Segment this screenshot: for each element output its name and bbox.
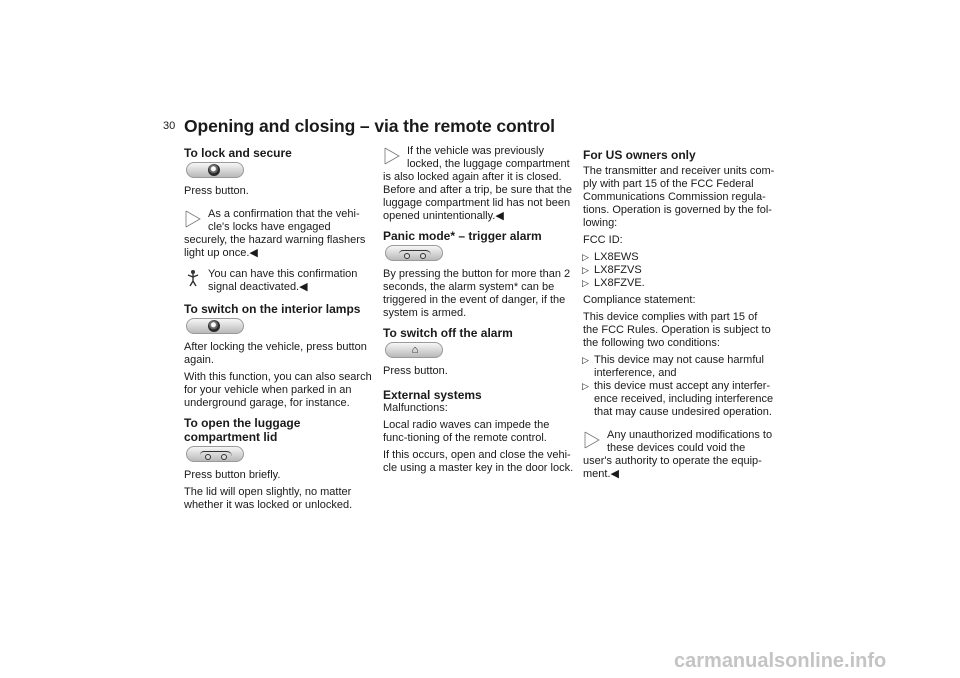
bmw-logo-icon (208, 164, 220, 176)
note-confirmation: As a confirmation that the vehi- cle's locks have engaged securely, the hazard warning flashers light up once.◀ (184, 208, 366, 259)
list-item: ▷ LX8EWS (583, 251, 775, 264)
heading-panic-mode: Panic mode* – trigger alarm (383, 229, 542, 243)
list-item: ▷ this device must accept any interfer-ence received, including interference that may cause undesired operation. (583, 380, 775, 419)
column-left (184, 146, 376, 516)
note-modifications: Any unauthorized modifications to these devices could void the user's authority to operate the equip-ment.◀ (583, 429, 773, 480)
column-middle (383, 146, 575, 479)
fcc-id-list (583, 251, 775, 290)
compliance-text: This device complies with part 15 of the FCC Rules. Operation is subject to the following two conditions: (583, 311, 771, 349)
heading-alarm-off: To switch off the alarm (383, 326, 513, 340)
note-arrow-icon (184, 210, 202, 228)
list-item: ▷ LX8FZVS (583, 264, 775, 277)
column-right (583, 146, 775, 487)
list-item: ▷ LX8FZVE. (583, 277, 775, 290)
note-arrow-icon (583, 431, 601, 449)
us-text: The transmitter and receiver units com-ply with part 15 of the FCC Federal Communications Commission regula-tions. Operation is governed by the fol-lowing: (583, 165, 775, 229)
note-arrow-icon (383, 147, 401, 165)
car-icon (200, 451, 232, 457)
lock-button-image (186, 162, 244, 178)
page-title: Opening and closing – via the remote control (184, 116, 555, 136)
interior-text-1: After locking the vehicle, press button again. (184, 341, 367, 366)
note-luggage-relock: If the vehicle was previously locked, the luggage compartment is also locked again after it is closed. Before and after a trip, be sure that the luggage compartment lid has not been opened unintentionally.◀ (383, 145, 572, 222)
heading-us-owners: For US owners only (583, 148, 696, 162)
heading-luggage: To open the luggage compartment lid (184, 416, 301, 444)
conditions-list (583, 354, 775, 419)
heading-interior-lamps: To switch on the interior lamps (184, 302, 361, 316)
alarm-button-image (385, 342, 443, 358)
watermark: carmanualsonline.info (674, 650, 887, 672)
page-number: 30 (163, 120, 176, 132)
car-icon (399, 250, 431, 256)
lock-text: Press button. (184, 185, 249, 197)
compliance-label: Compliance statement: (583, 294, 696, 306)
interior-text-2: With this function, you can also search for your vehicle when parked in an underground garage, for instance. (184, 371, 372, 409)
trunk-button-image (186, 446, 244, 462)
house-icon: ⌂ (411, 344, 419, 356)
fcc-label: FCC ID: (583, 234, 623, 246)
interior-button-image (186, 318, 244, 334)
luggage-text-2: The lid will open slightly, no matter whether it was locked or unlocked. (184, 486, 353, 511)
external-text-1: Malfunctions: (383, 402, 448, 414)
alarm-off-text: Press button. (383, 365, 448, 377)
list-item: ▷ This device may not cause harmful interference, and (583, 354, 775, 380)
external-text-2: Local radio waves can impede the func-tioning of the remote control. (383, 419, 550, 444)
bmw-logo-icon (208, 320, 220, 332)
person-icon (184, 269, 202, 287)
panic-button-image (385, 245, 443, 261)
heading-external-systems: External systems (383, 388, 482, 402)
panic-text: By pressing the button for more than 2 seconds, the alarm system* can be triggered in the event of danger, if the system is armed. (383, 268, 571, 319)
note-deactivate: You can have this confirmation signal deactivated.◀ (184, 268, 376, 294)
heading-lock-secure: To lock and secure (184, 146, 292, 160)
external-text-3: If this occurs, open and close the vehi-cle using a master key in the door lock. (383, 449, 574, 474)
luggage-text-1: Press button briefly. (184, 469, 281, 481)
